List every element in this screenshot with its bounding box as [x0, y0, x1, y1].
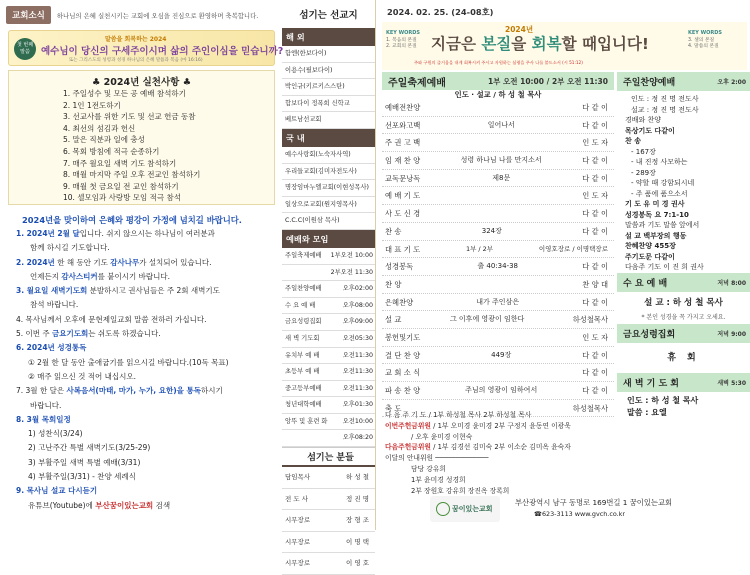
- scripture-banner: [8, 30, 284, 66]
- worship-row: 새 벽 기도회 오전05:30: [282, 331, 375, 348]
- announce-9: 9. 목사님 설교 다시듣기: [16, 486, 98, 496]
- offering-next-week: 다음주헌금위원 / 1부 김경선 김미숙 2부 이소순 김미옥 윤숙자: [385, 443, 571, 452]
- order-row: 축 도 하성철목사: [382, 400, 614, 418]
- theme-banner: [382, 22, 747, 70]
- mission-item: 합보다이 정폭희 신학교: [282, 96, 375, 113]
- practice-item: 6. 목회 방침에 적극 순종하기: [63, 146, 160, 156]
- church-logo: 꿈이있는교회: [430, 496, 500, 522]
- server-row: 시무장로 이 영 호: [282, 553, 375, 575]
- keywords-left: KEY WORDS 1. 복음의 본질 2. 교회의 본질: [386, 30, 421, 49]
- announce-2-cont: 언제든지 감사스티커를 붙이시기 바랍니다.: [30, 271, 170, 281]
- server-row: 담임목사 하 성 철: [282, 467, 375, 489]
- order-row: 파 송 찬 양 주님의 영광이 임하여서 다 같 이: [382, 382, 614, 400]
- practice-item: 3. 선교사를 위한 기도 및 선교 헌금 동참: [63, 112, 196, 122]
- worship-row: 오후08:20: [282, 430, 375, 447]
- announce-lead: 2024년을 맞이하여 은혜와 평강이 가정에 넘치길 바랍니다.: [22, 215, 242, 225]
- wednesday-preacher: 설 교 : 하 성 철 목사: [644, 297, 723, 308]
- practice-item: 1. 주일성수 및 모든 공 예배 참석하기: [63, 89, 186, 98]
- announce-6a: ① 2월 한 달 동안 출애굽기를 읽으시길 바랍니다.(10독 목표): [28, 357, 229, 367]
- server-row: 시무장로 이 명 택: [282, 532, 375, 554]
- theme-verse: 주와 구원의 즐거움을 내게 회복시켜 주시고 자원하는 심령을 주사 나를 붙드소서 (시 51:12): [414, 60, 583, 65]
- announce-3: 3. 월요일 새벽기도회 분발하시고 권사님들은 주 2회 새벽기도: [16, 286, 220, 296]
- practice-item: 2. 1인 1전도하기: [63, 100, 121, 110]
- word-badge: 첫 번째 말씀: [14, 38, 36, 60]
- order-row: 찬 송 324장 다 같 이: [382, 223, 614, 241]
- usher-2: 2부 장원호 강유희 장진옥 장록희: [411, 486, 510, 495]
- announce-2: 2. 2024년 한 해 동안 기도 감사나무가 설치되어 있습니다.: [16, 257, 212, 267]
- order-row: 교 회 소 식 다 같 이: [382, 364, 614, 382]
- announce-1: 1. 2024년 2월 달입니다. 쉬지 않으시는 하나님이 여러분과: [16, 229, 215, 238]
- theme-title: 지금은 본질을 회복할 때입니다!: [431, 35, 649, 53]
- server-row: 전 도 사 정 진 명: [282, 489, 375, 511]
- worship-row: 유치부 예 배 오전11:30: [282, 348, 375, 365]
- announce-7-cont: 바랍니다.: [30, 400, 62, 410]
- domestic-header: 국 내: [282, 129, 375, 147]
- welcome-text: 하나님의 은혜 실천시키는 교회에 오심을 진심으로 환영하며 축복합니다.: [56, 11, 259, 20]
- practice-item: 10. 셀모임과 사랑방 모임 적극 참석: [63, 193, 182, 203]
- preacher-line: 인도 · 설교 / 하 성 철 목사: [454, 90, 542, 99]
- announce-6b: ② 매주 읽으신 것 적어 내십시오.: [28, 371, 136, 381]
- keywords-right: KEY WORDS 3. 셀의 본질 4. 말씀의 본질: [688, 30, 723, 49]
- announce-7: 7. 3월 한 달은 사복음서(마태, 마가, 누가, 요한)을 통독하시기: [16, 386, 223, 396]
- usher-lead: 담당 강유희: [411, 464, 446, 473]
- servers-header: 섬기는 분들: [282, 447, 375, 467]
- practice-item: 8. 매월 마지막 주일 오후 전교인 참석하기: [63, 170, 201, 180]
- order-row: 봉헌및기도 인 도 자: [382, 329, 614, 347]
- order-row: 결 단 찬 양 449장 다 같 이: [382, 347, 614, 365]
- announce-6: 6. 2024년 성경통독: [16, 343, 87, 353]
- mission-column: [282, 0, 375, 575]
- order-row: 주 권 고 백 인 도 자: [382, 134, 614, 152]
- mission-item: 베트남선교회: [282, 112, 375, 129]
- order-row: 대 표 기 도 1부 / 2부 이영호장로 / 이명택장로: [382, 241, 614, 259]
- worship-row: 중고등부예배 오전11:30: [282, 381, 375, 398]
- praise-service-header: 주일찬양예배 오후 2:00: [617, 72, 750, 91]
- order-row: 예배전찬양 다 같 이: [382, 99, 614, 117]
- dawn-leader: 인도 : 하 성 철 목사: [627, 395, 699, 405]
- sunday-service-header: 주일축제예배 1부 오전 10:00 / 2부 오전 11:30: [382, 72, 614, 90]
- banner-subtext: 또는 그리스도의 성령과 성경 하나님의 은혜 말씀과 복음 (마 16:16): [69, 58, 203, 63]
- dawn-prayer-header: 새 벽 기 도 회 새벽 5:30: [617, 373, 750, 392]
- mission-item: 일상으로교회(원지영목사): [282, 197, 375, 214]
- mission-item: 이용수(필보다이): [282, 63, 375, 80]
- worship-row: 금요성령집회 오후09:00: [282, 314, 375, 331]
- duty-roster: [385, 410, 617, 496]
- church-footer: [382, 496, 747, 530]
- left-page: [0, 0, 376, 568]
- banner-small-title: 말씀을 회복하는 2024: [105, 36, 167, 43]
- server-row: 시무장로 장 형 조: [282, 510, 375, 532]
- order-row: 설 교 그 이후에 영광이 임한다 하성철목사: [382, 311, 614, 329]
- other-services-column: [617, 72, 750, 419]
- worship-row: 주일축제예배 1부오전 10:00: [282, 248, 375, 265]
- usher-1: 1부 윤미경 성경희: [411, 475, 466, 484]
- announce-8a: 1) 성찬식(3/24): [28, 429, 83, 439]
- announce-1-cont: 함께 하시길 기도합니다.: [30, 243, 110, 253]
- right-page: [377, 0, 750, 530]
- order-row: 교독문낭독 제8문 다 같 이: [382, 170, 614, 188]
- church-contact: ☎623-3113 www.gvch.co.kr: [534, 510, 625, 518]
- mission-item: 명장임마누엘교회(이현성목사): [282, 180, 375, 197]
- dawn-scripture: 말씀 : 요엘: [627, 407, 667, 417]
- announce-8d: 4) 부활주일(3/31) - 찬양 세례식: [28, 472, 136, 482]
- worship-row: 앙뚜 및 훈련 화 오전10:00: [282, 414, 375, 431]
- announce-3-cont: 참석 바랍니다.: [30, 300, 79, 310]
- practice-item: 7. 매주 월요일 새벽 기도 참석하기: [63, 158, 177, 168]
- usher-title: 이달의 안내위원 ─────────────: [385, 454, 489, 463]
- order-row: 은혜찬양 내가 주인삼은 다 같 이: [382, 294, 614, 312]
- mission-item: 우리들교회(김미자전도사): [282, 164, 375, 181]
- banner-main-text: 예수님이 당신의 구세주이시며 삶의 주인이심을 믿습니까?: [41, 46, 284, 57]
- order-row: 성경봉독 출 40:34-38 다 같 이: [382, 258, 614, 276]
- wednesday-note: * 본인 성경을 꼭 가지고 오세요.: [641, 313, 726, 321]
- practice-item: 9. 매월 첫 금요일 전 교인 참석하기: [63, 181, 179, 191]
- mission-item: 예수사랑회(노숙자사역): [282, 147, 375, 164]
- practice-item: 5. 말은 직분과 일에 충성: [63, 135, 145, 145]
- order-row: 선포와고백 일어나서 다 같 이: [382, 117, 614, 135]
- mission-item: 함엔(한보다이): [282, 46, 375, 63]
- mission-item: C.C.C(이원삼 목사): [282, 213, 375, 230]
- announcements: [16, 213, 274, 513]
- announce-9-cont: 유튜브(Youtube)에 부산꿈이있는교회 검색: [28, 500, 171, 510]
- order-row: 임 재 찬 양 성령 하나님 나를 만지소서 다 같 이: [382, 152, 614, 170]
- mission-item: 박인규(키르키스스탄): [282, 79, 375, 96]
- offering-afternoon: / 오후 윤미경 이현숙: [411, 432, 473, 441]
- practice-box: [8, 70, 275, 205]
- practice-item: 4. 최선의 섬김과 헌신: [63, 123, 136, 133]
- worship-row: 초등부 예 배 오전11:30: [282, 364, 375, 381]
- friday-status: 휴 회: [667, 352, 700, 363]
- order-row: 사 도 신 경 다 같 이: [382, 205, 614, 223]
- worship-row: 수 요 예 배 오후08:00: [282, 298, 375, 315]
- practice-title: ♣ 2024년 실천사항 ♣: [91, 77, 192, 88]
- order-row: 예 배 기 도 인 도 자: [382, 187, 614, 205]
- order-of-worship: [382, 99, 614, 417]
- mission-title: 섬기는 선교지: [299, 10, 358, 21]
- announce-5: 5. 이번 주 금요기도회는 쉬도록 하겠습니다.: [16, 329, 161, 339]
- practice-list: [9, 88, 274, 204]
- wednesday-service-header: 수 요 예 배 저녁 8:00: [617, 273, 750, 292]
- next-prayer: 다 음 주 기 도 / 1부 하성철 목사 2부 하성철 목사: [385, 411, 532, 419]
- church-news-tag: 교회소식: [6, 6, 51, 24]
- bulletin-date: 2024. 02. 25. (24-08호): [387, 7, 494, 17]
- friday-service-header: 금요성령집회 저녁 9:00: [617, 324, 750, 343]
- announce-4: 4. 목사님께서 오후에 문현제일교회 말씀 전하러 가십니다.: [16, 314, 207, 324]
- church-logo-icon: [436, 502, 450, 516]
- offering-this-week: 이번주헌금위원 / 1부 오미경 윤미경 2부 구정지 윤동연 이광욱: [385, 421, 571, 430]
- announce-8b: 2) 고난주간 특별 새벽기도(3/25-29): [28, 443, 151, 453]
- announce-8: 8. 3월 목회일정: [16, 414, 71, 424]
- overseas-header: 해 외: [282, 28, 375, 46]
- order-row: 찬 양 찬 양 대: [382, 276, 614, 294]
- worship-row: 청년대학예배 오후01:30: [282, 397, 375, 414]
- worship-row: 주일찬양예배 오후02:00: [282, 281, 375, 298]
- praise-service-order: 인도 : 정 진 명 전도사 설교 : 정 진 명 전도사 경배와 찬양 목상기도 다같이 찬 송 - 167장 - 내 진정 사모하는 - 289장 - 약할 때 강함되시네 - 주 품에 품으소서 기 도 유 미 경 권사 성경봉독 요 7:1-10 말씀과 기도 말씀 앞에서 설 교 백부장의 행동 찬혜찬양 455장 주기도문 다같이 다음주 기도 이 진 희 권사: [625, 95, 704, 271]
- theme-year: 2024년: [505, 25, 534, 34]
- announce-8c: 3) 부활주일 새벽 특별 예배(3/31): [28, 457, 141, 467]
- worship-row: 2부오전 11:30: [282, 265, 375, 282]
- church-address: 부산광역시 남구 동명로 169번길 1 꿈이있는교회: [515, 498, 673, 507]
- worship-header: 예배와 모임: [282, 230, 375, 248]
